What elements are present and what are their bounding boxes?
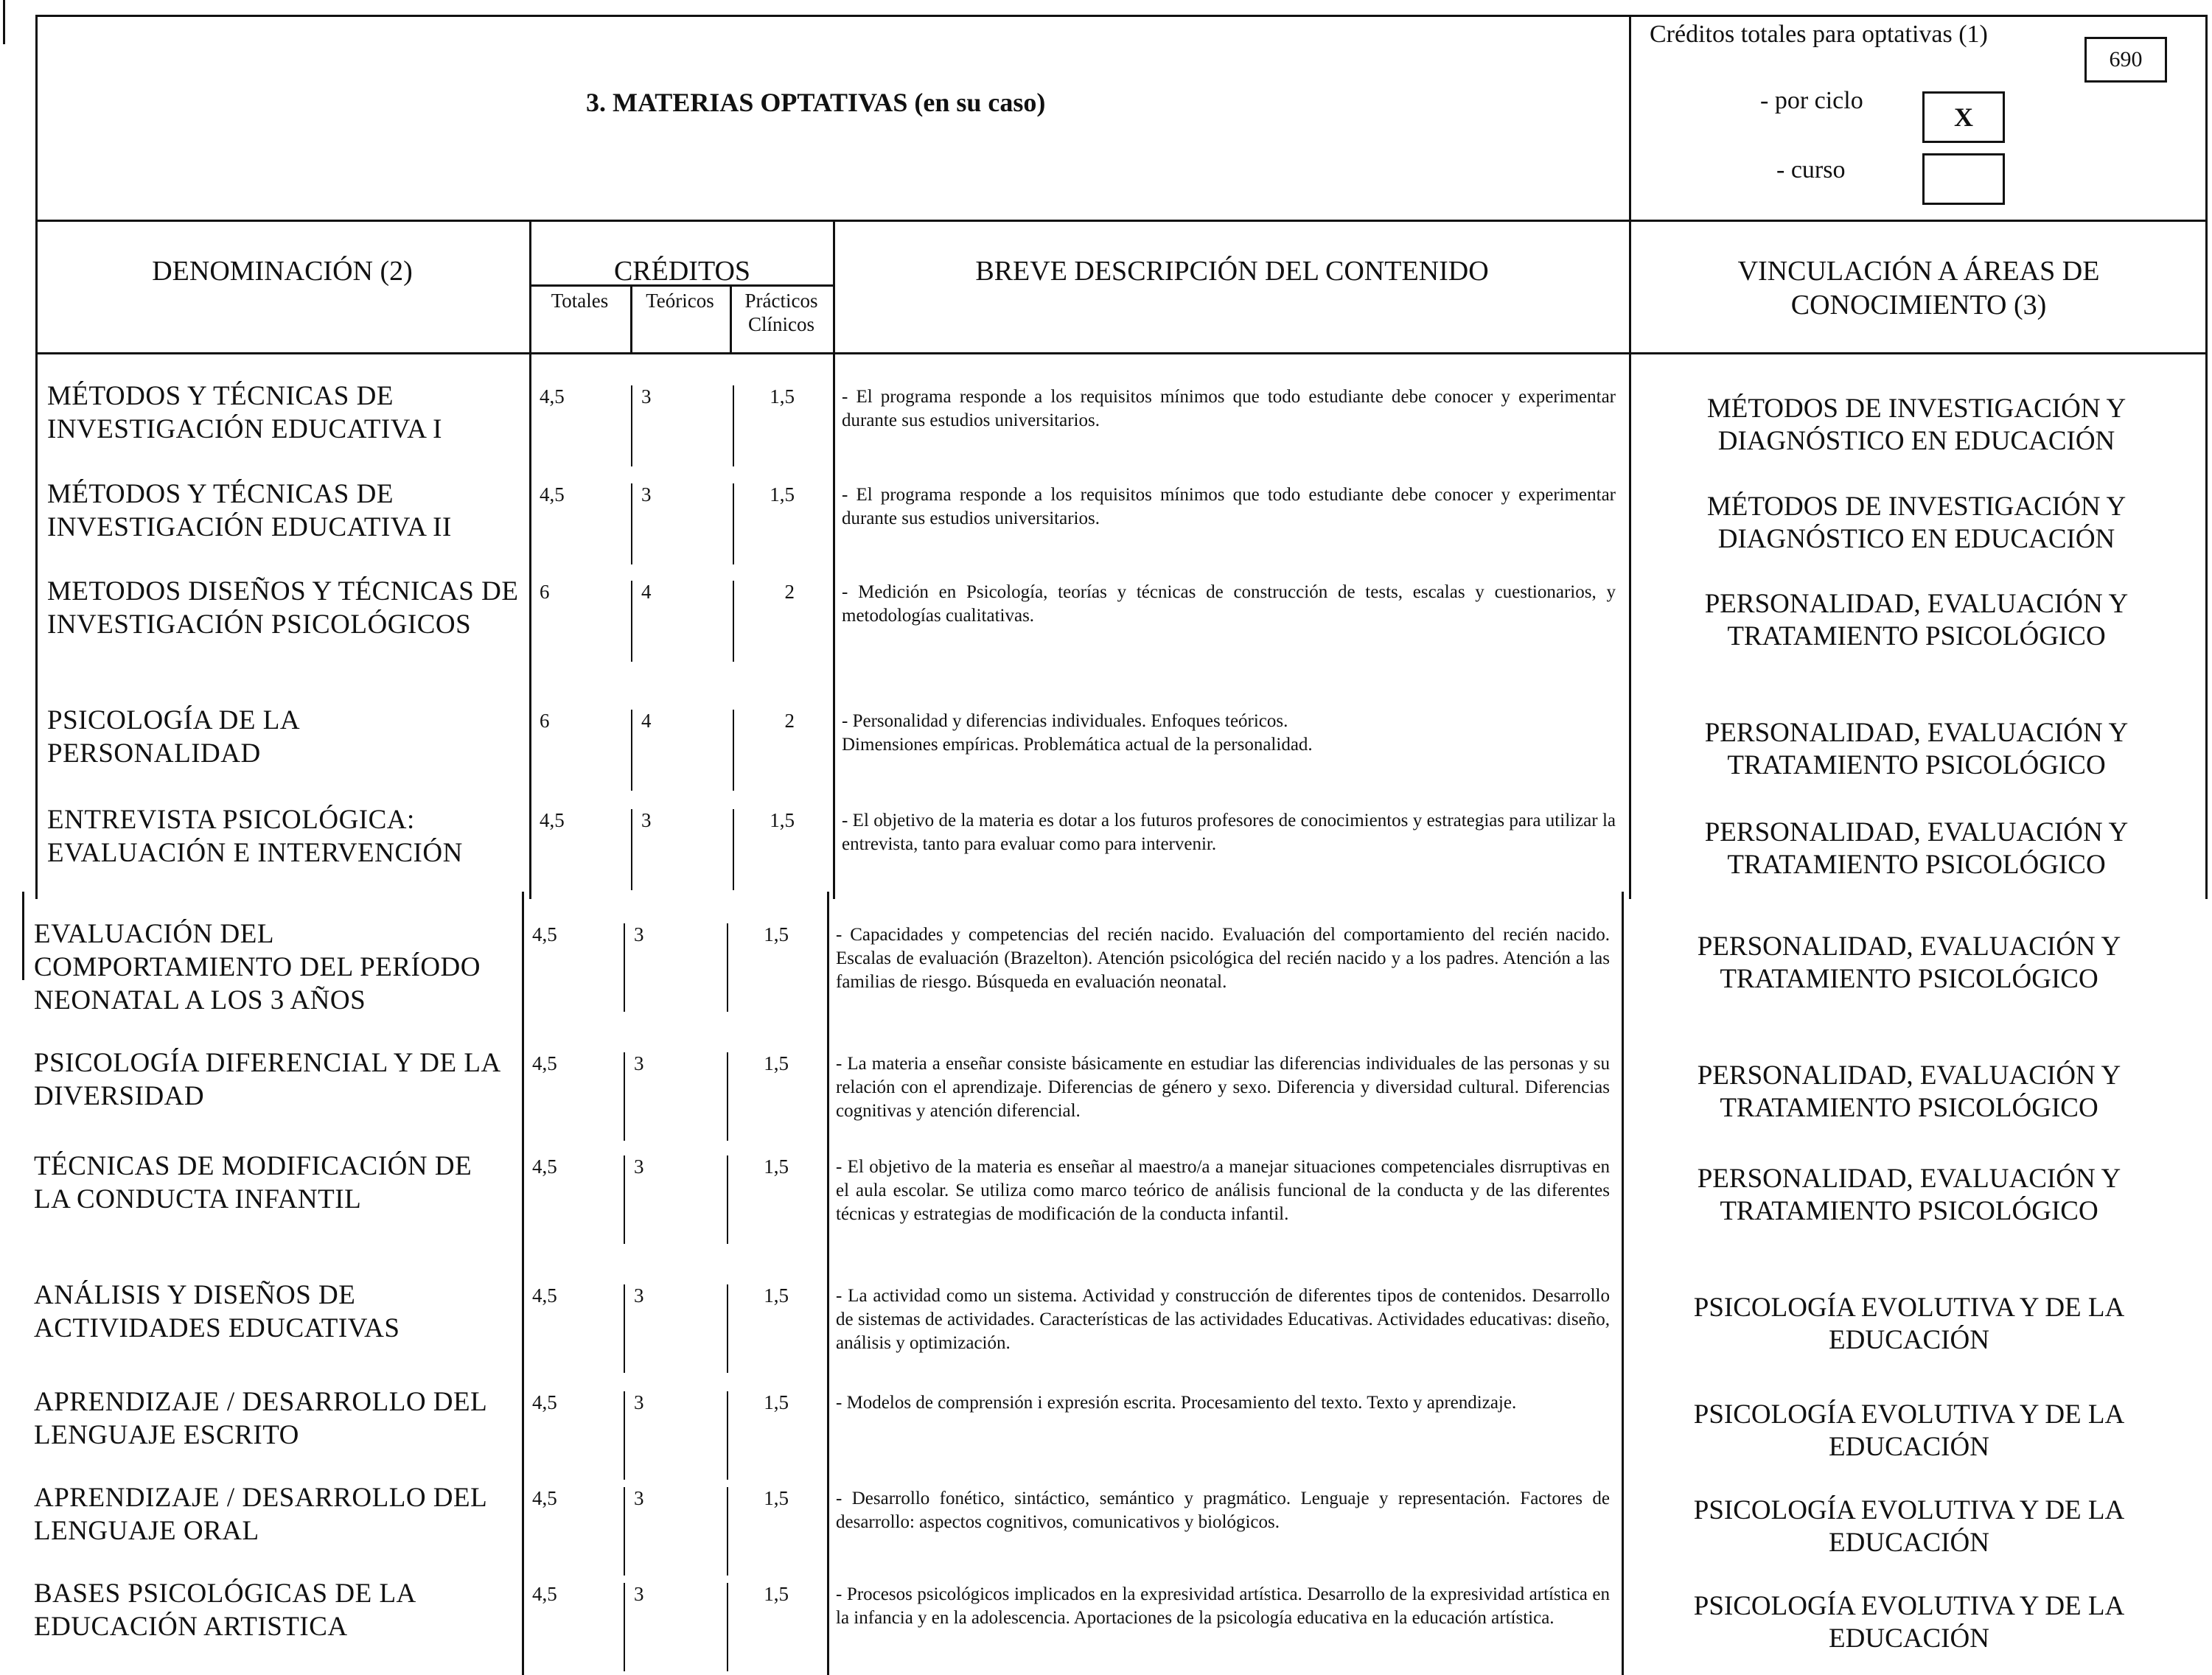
credit-tick-teoricos [624,1052,625,1141]
credits-practicos: 1,5 [764,1155,789,1178]
credits-totales: 4,5 [532,1583,557,1605]
subject-name: PSICOLOGÍA DIFERENCIAL Y DE LA DIVERSIDAD [34,1048,500,1111]
header-bottom-border [35,220,2208,222]
subject-description: - Procesos psicológicos implicados en la expresividad artística. Desarrollo de la expresividad artística en la infancia y en la adolescencia. Aportaciones de la psicología educativa en la educación artística. [836,1584,1610,1628]
credit-tick-practicos [733,581,734,662]
credits-teoricos: 3 [634,1487,644,1509]
subject-name: TÉCNICAS DE MODIFICACIÓN DE LA CONDUCTA INFANTIL [34,1151,472,1214]
knowledge-area: PERSONALIDAD, EVALUACIÓN Y TRATAMIENTO PSICOLÓGICO [1704,589,2129,651]
credits-totales: 4,5 [540,483,565,506]
credit-tick-practicos [727,1155,728,1244]
credits-practicos: 1,5 [764,1391,789,1413]
curso-label: - curso [1776,156,1846,183]
total-credits-value: 690 [2109,47,2143,71]
col-head-practicos-line1: Prácticos [744,290,818,312]
credits-totales: 6 [540,581,550,603]
credit-tick-practicos [727,1284,728,1373]
credits-teoricos: 3 [634,1583,644,1605]
knowledge-area: PERSONALIDAD, EVALUACIÓN Y TRATAMIENTO PSICOLÓGICO [1704,718,2129,780]
knowledge-area: MÉTODOS DE INVESTIGACIÓN Y DIAGNÓSTICO EN EDUCACIÓN [1706,492,2126,554]
subject-name: METODOS DISEÑOS Y TÉCNICAS DE INVESTIGACIÓN PSICOLÓGICOS [47,576,519,640]
knowledge-area: PERSONALIDAD, EVALUACIÓN Y TRATAMIENTO PSICOLÓGICO [1704,817,2129,880]
subject-description: - El objetivo de la materia es enseñar al maestro/a a manejar situaciones competenciales disrruptivas en el aula escolar. Se utiliza como marco teórico de análisis funcional de la conducta y de las diferentes técnicas y estrategias de modificación de la conducta infantil. [836,1157,1610,1224]
por-ciclo-mark: X [1954,102,1973,132]
credits-practicos: 1,5 [764,1284,789,1307]
credits-practicos: 1,5 [764,1487,789,1509]
credit-tick-practicos [733,809,734,890]
col-head-denominacion: DENOMINACIÓN (2) [152,256,413,287]
knowledge-area: PERSONALIDAD, EVALUACIÓN Y TRATAMIENTO PSICOLÓGICO [1697,1060,2121,1123]
credits-teoricos: 3 [634,1052,644,1074]
credit-tick-teoricos [631,710,632,791]
subject-description: - Medición en Psicología, teorías y técnicas de construcción de tests, escalas y cuestionarios, y metodologías cualitativas. [842,582,1616,626]
credit-tick-practicos [727,923,728,1012]
subject-name: APRENDIZAJE / DESARROLLO DEL LENGUAJE ESCRITO [34,1387,486,1450]
credits-teoricos: 4 [641,710,652,732]
credits-teoricos: 3 [641,385,652,408]
credit-tick-practicos [727,1487,728,1576]
knowledge-area: PSICOLOGÍA EVOLUTIVA Y DE LA EDUCACIÓN [1693,1591,2125,1654]
body-rule-name-upper [529,354,531,899]
subject-name: ANÁLISIS Y DISEÑOS DE ACTIVIDADES EDUCATIVAS [34,1280,400,1343]
credit-tick-practicos [733,710,734,791]
subject-name: APRENDIZAJE / DESARROLLO DEL LENGUAJE ORAL [34,1483,486,1546]
credit-tick-teoricos [624,1391,625,1480]
knowledge-area: PERSONALIDAD, EVALUACIÓN Y TRATAMIENTO PSICOLÓGICO [1697,931,2121,994]
knowledge-area: PERSONALIDAD, EVALUACIÓN Y TRATAMIENTO PSICOLÓGICO [1697,1164,2121,1226]
credits-practicos: 1,5 [764,1052,789,1074]
subject-description: - La actividad como un sistema. Actividad y construcción de diferentes tipos de contenidos. Desarrollo de sistemas de actividades. Características de las actividades Educativas. Actividades educativas: diseño, análisis y optimización. [836,1286,1610,1353]
subject-name: EVALUACIÓN DEL COMPORTAMIENTO DEL PERÍODO NEONATAL A LOS 3 AÑOS [34,919,481,1015]
col-head-practicos-line2: Clínicos [747,313,814,335]
curso-box [1922,153,2005,205]
credits-practicos: 1,5 [770,385,795,408]
body-rule-name-lower [522,892,524,1675]
column-header-bottom-border [35,352,2208,354]
knowledge-area: PSICOLOGÍA EVOLUTIVA Y DE LA EDUCACIÓN [1693,1293,2125,1355]
credits-totales: 4,5 [532,1052,557,1074]
credits-totales: 4,5 [532,923,557,945]
credit-tick-teoricos [624,1487,625,1576]
credits-totales: 4,5 [540,809,565,831]
body-rule-area-upper [1629,354,1631,899]
credits-teoricos: 3 [634,923,644,945]
credit-tick-teoricos [631,385,632,466]
body-rule-left-lower [22,892,24,980]
credits-teoricos: 3 [634,1391,644,1413]
body-rule-left-upper [35,354,38,899]
por-ciclo-box [1922,91,2005,143]
credit-tick-teoricos [631,483,632,564]
credit-tick-teoricos [624,1284,625,1373]
credits-totales: 6 [540,710,550,732]
credit-tick-teoricos [624,1583,625,1671]
credits-teoricos: 3 [641,809,652,831]
subject-description: - El programa responde a los requisitos mínimos que todo estudiante debe conocer y experimentar durante sus estudios universitarios. [842,485,1616,528]
credits-practicos: 2 [784,581,795,603]
knowledge-area: PSICOLOGÍA EVOLUTIVA Y DE LA EDUCACIÓN [1693,1495,2125,1558]
credits-practicos: 1,5 [764,1583,789,1605]
subject-description: - La materia a enseñar consiste básicamente en estudiar las diferencias individuales de las personas y su relación con el aprendizaje. Diferencias de género y sexo. Diferencia y diversidad cultural. Diferencias cognitivas y atención diferencial. [836,1054,1610,1121]
subject-name: MÉTODOS Y TÉCNICAS DE INVESTIGACIÓN EDUCATIVA I [47,381,442,444]
credit-tick-teoricos [624,1155,625,1244]
credit-tick-practicos [727,1391,728,1480]
subject-name: BASES PSICOLÓGICAS DE LA EDUCACIÓN ARTISTICA [34,1578,415,1642]
credit-tick-practicos [727,1583,728,1671]
col-head-teoricos: Teóricos [646,290,714,312]
credits-practicos: 1,5 [770,483,795,506]
body-rule-desc-upper [833,354,835,899]
section-title: 3. MATERIAS OPTATIVAS (en su caso) [586,88,1046,117]
col-head-vinculacion [1631,254,2206,322]
credits-practicos: 1,5 [764,923,789,945]
credits-practicos: 2 [784,710,795,732]
col-head-descripcion: BREVE DESCRIPCIÓN DEL CONTENIDO [975,256,1489,287]
knowledge-area: MÉTODOS DE INVESTIGACIÓN Y DIAGNÓSTICO EN EDUCACIÓN [1706,394,2126,456]
table-right-border [2205,15,2208,899]
credits-totales: 4,5 [532,1284,557,1307]
subject-description: - El objetivo de la materia es dotar a los futuros profesores de conocimientos y estrategias para utilizar la entrevista, tanto para evaluar como para intervenir. [842,811,1616,854]
col-head-totales: Totales [551,290,609,312]
credits-totales: 4,5 [532,1391,557,1413]
credits-totales: 4,5 [532,1487,557,1509]
credits-practicos: 1,5 [770,809,795,831]
subject-description: - Modelos de comprensión i expresión escrita. Procesamiento del texto. Texto y aprendizaje. [836,1393,1517,1413]
subject-description: - Capacidades y competencias del recién nacido. Evaluación del comportamiento del recién nacido. Escalas de evaluación (Brazelton). Atención psicológica del recién nacido y a los padres. Atención a las familias de riesgo. Búsqueda en evaluación neonatal. [836,925,1610,992]
credit-tick-practicos [733,385,734,466]
subject-description: - Personalidad y diferencias individuales. Enfoques teóricos. Dimensiones empíricas. Problemática actual de la personalidad. [842,711,1313,755]
body-rule-area-lower [1622,892,1624,1675]
credits-teoricos: 4 [641,581,652,603]
subject-name: MÉTODOS Y TÉCNICAS DE INVESTIGACIÓN EDUCATIVA II [47,479,452,542]
credits-totales: 4,5 [532,1155,557,1178]
credits-teoricos: 3 [634,1284,644,1307]
subject-description: - El programa responde a los requisitos mínimos que todo estudiante debe conocer y experimentar durante sus estudios universitarios. [842,387,1616,430]
col-head-creditos: CRÉDITOS [613,256,751,287]
col-head-vinculacion-line2: CONOCIMIENTO (3) [1790,290,2047,321]
subject-name: PSICOLOGÍA DE LA PERSONALIDAD [47,705,299,769]
col-head-practicos [730,289,833,336]
knowledge-area: PSICOLOGÍA EVOLUTIVA Y DE LA EDUCACIÓN [1693,1399,2125,1462]
total-credits-box [2084,37,2167,83]
subject-description: - Desarrollo fonético, sintáctico, semántico y pragmático. Lenguaje y representación. Factores de desarrollo: aspectos cognitivos, comunicativos y biológicos. [836,1489,1610,1532]
credit-tick-teoricos [631,581,632,662]
body-rule-desc-lower [827,892,829,1675]
left-margin-mark [3,0,5,44]
subject-name: ENTREVISTA PSICOLÓGICA: EVALUACIÓN E INTERVENCIÓN [47,805,463,868]
credits-teoricos: 3 [634,1155,644,1178]
table-left-border [35,15,38,354]
col-head-vinculacion-line1: VINCULACIÓN A ÁREAS DE [1737,256,2100,287]
credits-teoricos: 3 [641,483,652,506]
credit-tick-teoricos [624,923,625,1012]
credit-tick-practicos [727,1052,728,1141]
credit-tick-teoricos [631,809,632,890]
credits-totales: 4,5 [540,385,565,408]
total-credits-label: Créditos totales para optativas (1) [1650,21,1988,48]
table-top-border [35,15,2208,17]
por-ciclo-label: - por ciclo [1760,87,1863,114]
credit-tick-practicos [733,483,734,564]
